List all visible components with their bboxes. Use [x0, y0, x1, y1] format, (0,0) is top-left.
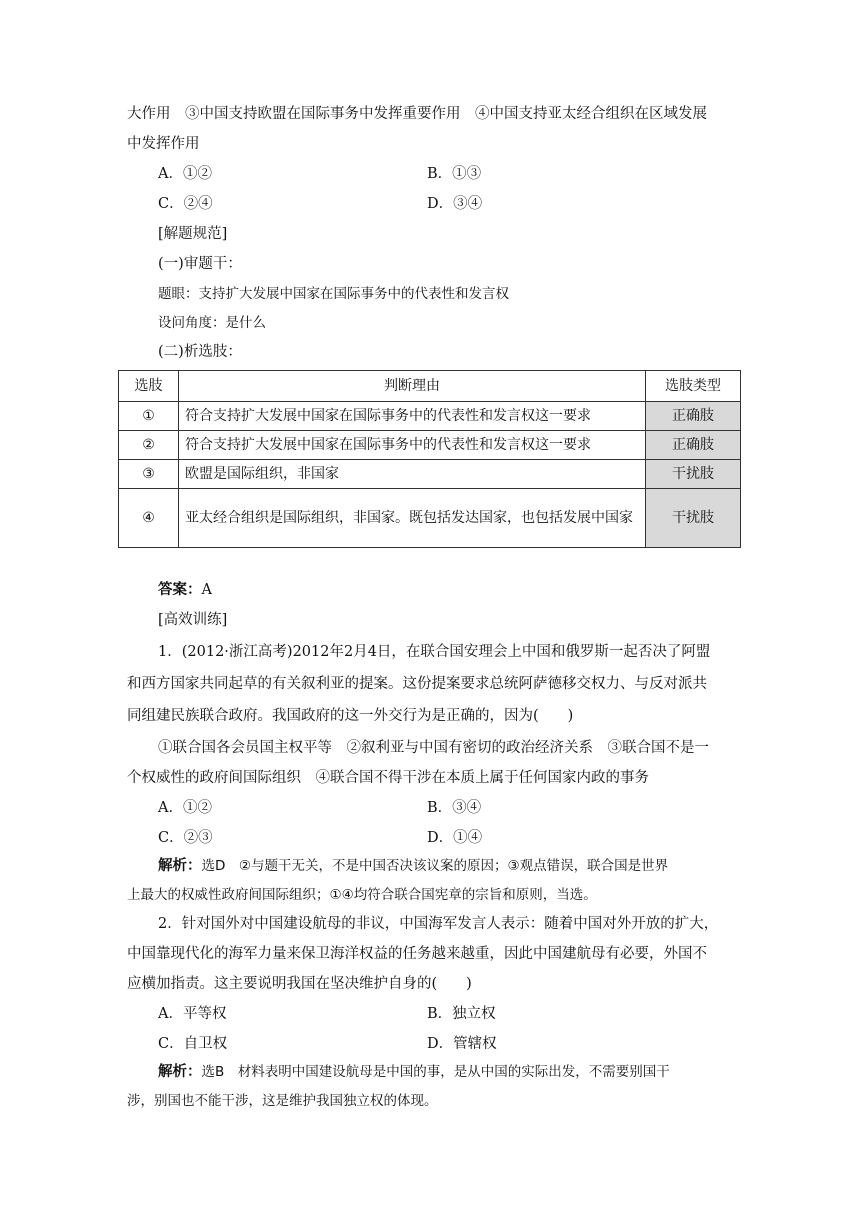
table-cell-type: 正确肢 — [646, 431, 741, 460]
analysis-step2: (二)析选肢： — [158, 344, 242, 360]
table-cell-type: 干扰肢 — [646, 489, 741, 548]
analysis-heading: [解题规范] — [158, 226, 228, 242]
q1-option-b: B．③④ — [427, 800, 482, 816]
table-row — [119, 489, 741, 548]
q1-line-3: 同组建民族联合政府。我国政府的这一外交行为是正确的，因为( ) — [127, 708, 574, 724]
table-cell-reason: 符合支持扩大发展中国家在国际事务中的代表性和发言权这一要求 — [179, 431, 646, 460]
intro-option-c: C．②④ — [158, 196, 213, 212]
question-eye-label: 题眼： — [158, 286, 199, 302]
q1-explanation-line-1 — [158, 856, 668, 876]
q1-explanation-line-2: 上最大的权威性政府间国际组织；①④均符合联合国宪章的宗旨和原则，当选。 — [127, 887, 597, 903]
q1-number: 1． — [158, 644, 182, 660]
intro-option-d: D．③④ — [427, 196, 483, 212]
intro-option-a: A．①② — [158, 166, 212, 182]
q1-option-d: D．①④ — [427, 830, 483, 846]
q2-line-3: 应横加指责。这主要说明我国在坚决维护自身的( ) — [127, 976, 472, 992]
option-analysis-table — [118, 370, 741, 548]
table-header-option: 选肢 — [119, 371, 179, 402]
answer-value: A — [201, 582, 212, 598]
q2-option-c: C．自卫权 — [158, 1036, 228, 1052]
q2-line-1: 2．针对国外对中国建设航母的非议，中国海军发言人表示：随着中国对外开放的扩大， — [158, 916, 719, 932]
table-cell-reason: 符合支持扩大发展中国家在国际事务中的代表性和发言权这一要求 — [179, 402, 646, 431]
intro-option-b: B．①③ — [427, 166, 482, 182]
q1-explanation-text: 选D ②与题干无关，不是中国否决该议案的原因；③观点错误，联合国是世界 — [201, 858, 669, 874]
q1-explanation-label: 解析： — [158, 857, 202, 874]
q1-line-2: 和西方国家共同起草的有关叙利亚的提案。这份提案要求总统阿萨德移交权力、与反对派共 — [127, 676, 707, 692]
table-header-type: 选肢类型 — [646, 371, 741, 402]
table-header-row — [119, 371, 741, 402]
table-header-reason: 判断理由 — [179, 371, 646, 402]
table-cell-type: 正确肢 — [646, 402, 741, 431]
q1-line-1 — [158, 642, 710, 662]
q2-explanation-line-2: 涉，别国也不能干涉，这是维护我国独立权的体现。 — [127, 1093, 438, 1109]
q1-option-c: C．②③ — [158, 830, 213, 846]
table-row — [119, 431, 741, 460]
q2-explanation-line-1 — [158, 1062, 670, 1082]
question-angle-text: 是什么 — [225, 315, 266, 331]
table-cell-option: ③ — [119, 460, 179, 489]
question-angle — [158, 313, 266, 333]
table-cell-reason: 欧盟是国际组织，非国家 — [179, 460, 646, 489]
q1-source: (2012·浙江高考) — [181, 644, 293, 660]
answer-line — [158, 580, 212, 600]
table-cell-type: 干扰肢 — [646, 460, 741, 489]
question-angle-label: 设问角度： — [158, 315, 226, 331]
q2-option-a: A．平等权 — [158, 1006, 227, 1022]
q2-explanation-text: 选B 材料表明中国建设航母是中国的事，是从中国的实际出发，不需要别国干 — [201, 1064, 670, 1080]
q2-option-d: D．管辖权 — [427, 1036, 497, 1052]
q1-option-a: A．①② — [158, 800, 212, 816]
table-cell-option: ② — [119, 431, 179, 460]
question-eye-text: 支持扩大发展中国家在国际事务中的代表性和发言权 — [198, 286, 509, 302]
table-row — [119, 402, 741, 431]
table-cell-option: ① — [119, 402, 179, 431]
q1-items-line-2: 个权威性的政府间国际组织 ④联合国不得干涉在本质上属于任何国家内政的事务 — [127, 770, 649, 786]
q2-explanation-label: 解析： — [158, 1063, 202, 1080]
intro-line-1: 大作用 ③中国支持欧盟在国际事务中发挥重要作用 ④中国支持亚太经合组织在区域发展 — [127, 106, 707, 122]
q1-stem-start: 2012年2月4日，在联合国安理会上中国和俄罗斯一起否决了阿盟 — [292, 644, 711, 660]
q2-option-b: B．独立权 — [427, 1006, 496, 1022]
question-eye — [158, 284, 509, 304]
answer-label: 答案： — [158, 581, 202, 598]
table-cell-option: ④ — [119, 489, 179, 548]
analysis-step1: (一)审题干： — [158, 256, 242, 272]
q2-line-2: 中国靠现代化的海军力量来保卫海洋权益的任务越来越重，因此中国建航母有必要，外国不 — [127, 946, 707, 962]
intro-line-2: 中发挥作用 — [127, 136, 200, 152]
training-heading: [高效训练] — [158, 612, 228, 628]
table-row — [119, 460, 741, 489]
q1-items-line-1: ①联合国各会员国主权平等 ②叙利亚与中国有密切的政治经济关系 ③联合国不是一 — [158, 740, 709, 756]
table-cell-reason: 亚太经合组织是国际组织，非国家。既包括发达国家，也包括发展中国家 — [179, 489, 646, 548]
